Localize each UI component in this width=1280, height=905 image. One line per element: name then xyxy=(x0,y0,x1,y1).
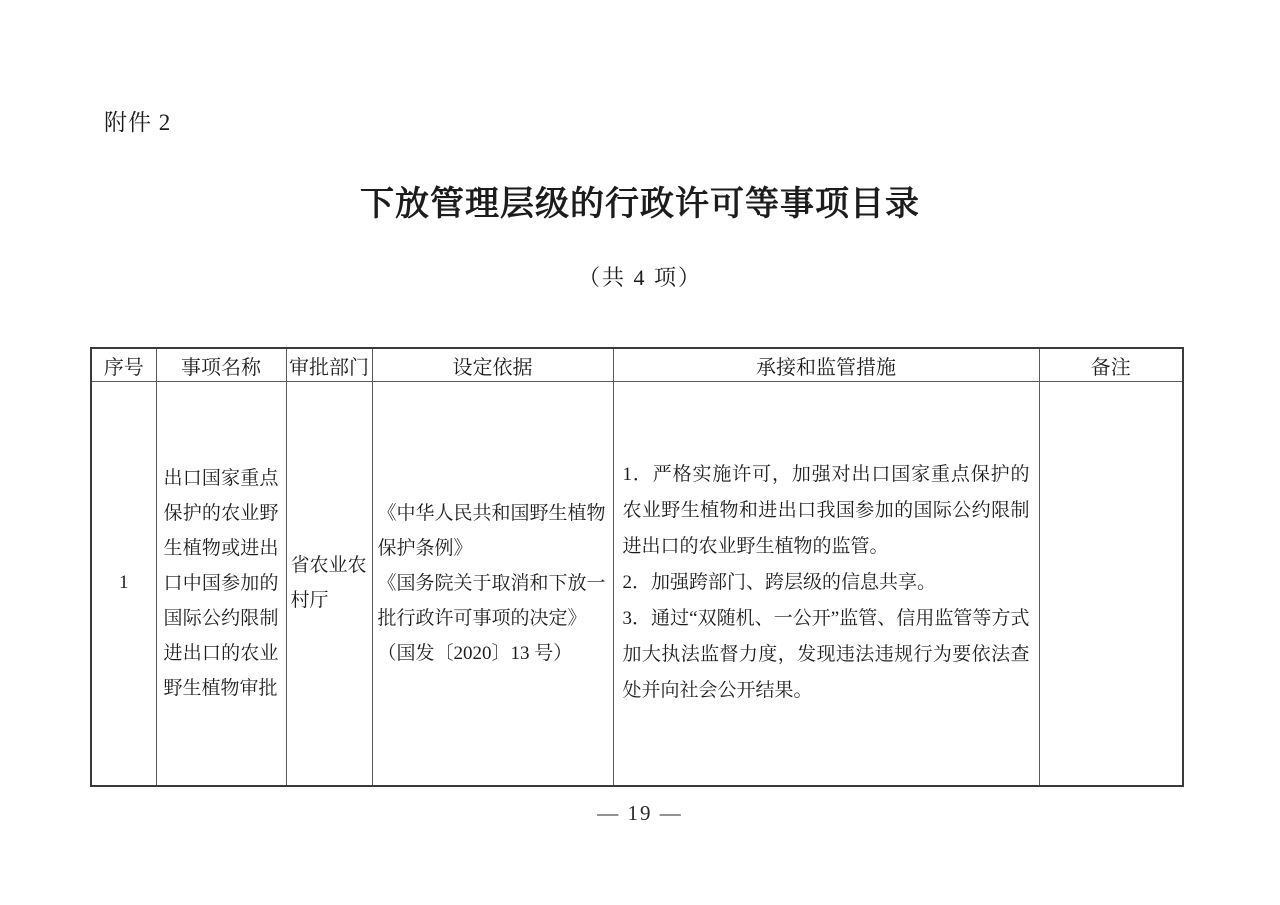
basis-citation-1: 《中华人民共和国野生植物保护条例》 xyxy=(377,502,606,559)
basis-citation-2: 《国务院关于取消和下放一批行政许可事项的决定》 xyxy=(377,572,606,629)
header-setting-basis: 设定依据 xyxy=(372,348,613,382)
cell-remarks xyxy=(1039,382,1183,786)
cell-supervision-measures xyxy=(613,382,1039,786)
cell-setting-basis xyxy=(372,382,613,786)
cell-approval-department: 省农业农村厅 xyxy=(286,382,372,786)
header-row xyxy=(91,348,1183,382)
header-item-name: 事项名称 xyxy=(156,348,286,382)
header-supervision-measures: 承接和监管措施 xyxy=(613,348,1039,382)
basis-document-number: （国发〔2020〕13 号） xyxy=(377,642,573,664)
document-title: 下放管理层级的行政许可等事项目录 xyxy=(360,185,920,223)
document-subtitle: （共 4 项） xyxy=(577,265,702,290)
table-row xyxy=(91,382,1183,786)
measure-item-2: 2．加强跨部门、跨层级的信息共享。 xyxy=(622,572,937,594)
cell-item-name: 出口国家重点保护的农业野生植物或进出口中国参加的国际公约限制进出口的农业野生植物审批 xyxy=(156,382,286,786)
measure-item-1: 1．严格实施许可，加强对出口国家重点保护的农业野生植物和进出口我国参加的国际公约限制进出口的农业野生植物的监管。 xyxy=(622,464,1030,558)
measure-item-3: 3．通过“双随机、一公开”监管、信用监管等方式加大执法监督力度，发现违法违规行为要依法查处并向社会公开结果。 xyxy=(622,608,1030,702)
table-header xyxy=(91,348,1183,382)
header-serial-number: 序号 xyxy=(91,348,156,382)
header-remarks: 备注 xyxy=(1039,348,1183,382)
page-number: — 19 — xyxy=(597,801,683,825)
table-body xyxy=(91,382,1183,786)
cell-serial-number: 1 xyxy=(91,382,156,786)
attachment-label: 附件 2 xyxy=(104,110,172,135)
header-approval-department: 审批部门 xyxy=(286,348,372,382)
catalog-table xyxy=(90,347,1184,787)
